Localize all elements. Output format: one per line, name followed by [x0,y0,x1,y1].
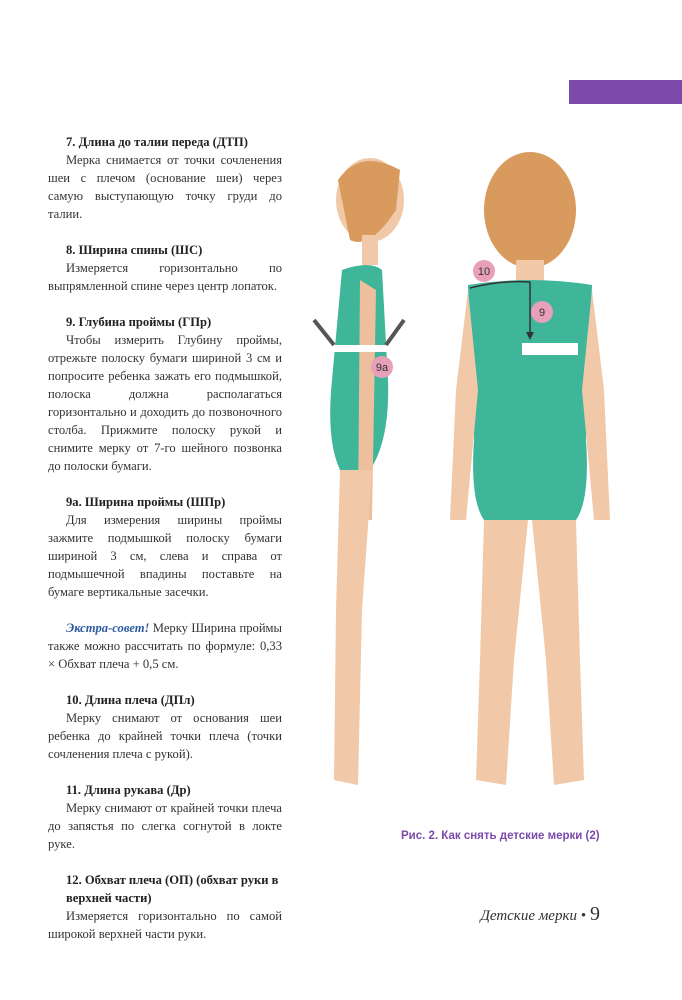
section-heading: 9а. Ширина проймы (ШПр) [66,495,226,509]
measurement-illustration [300,140,630,800]
marker-9a [371,356,393,378]
tip-label: Экстра-совет! [66,621,150,635]
section-11 [48,781,282,853]
section-text: Измеряется горизонтально по самой широкой верхней части руки. [48,909,282,941]
marker-label: 9а [375,362,389,374]
section-text: Чтобы измерить Глубину проймы, отрежьте полоску бумаги шириной 3 см и попросите ребенка зажать его подмышкой, полоска должна располагаться горизонтально и доходить до позвоночного столба. Прижмите полоску рукой и снимите мерку от 7-го шейного позвонка до полоски бумаги. [48,333,282,473]
section-heading: 12. Обхват плеча (ОП) (обхват руки в верхней части) [66,873,279,905]
marker-label: 9 [538,307,546,319]
marker-9 [531,301,553,323]
section-heading: 9. Глубина проймы (ГПр) [66,315,212,329]
side-view-child [314,158,404,785]
section-heading: 10. Длина плеча (ДПл) [66,693,195,707]
section-text: Измеряется горизонтально по выпрямленной спине через центр лопаток. [48,261,282,293]
marker-label: 10 [477,266,491,278]
chapter-tab [569,80,682,104]
section-8 [48,241,282,295]
running-title: Детские мерки [480,908,577,924]
bullet: • [580,908,586,924]
section-text: Мерка снимается от точки сочленения шеи с плечом (основание шеи) через самую выступающую точку груди до талии. [48,153,282,221]
tip-text: Мерку Ширина проймы также можно рассчитать по формуле: 0,33 × Обхват плеча + 0,5 см. [48,621,282,671]
section-heading: 8. Ширина спины (ШС) [66,243,203,257]
marker-10 [473,260,495,282]
figure-caption: Рис. 2. Как снять детские мерки (2) [401,830,600,842]
section-9a [48,493,282,601]
section-heading: 11. Длина рукава (Др) [66,783,191,797]
back-view-child [450,152,610,785]
section-text: Мерку снимают от крайней точки плеча до запястья по слегка согнутой в локте руке. [48,801,282,851]
page-number: 9 [590,903,600,925]
section-7 [48,133,282,223]
section-heading: 7. Длина до талии переда (ДТП) [66,135,248,149]
section-text: Мерку снимают от основания шеи ребенка до крайней точки плеча (точки сочленения плеча с рукой). [48,711,282,761]
extra-tip [48,619,282,673]
section-text: Для измерения ширины проймы зажмите подмышкой полоску бумаги шириной 3 см, слева и справа от подмышечной впадины поставьте на бумаге вертикальные засечки. [48,513,282,599]
section-9 [48,313,282,475]
section-12 [48,871,282,943]
section-10 [48,691,282,763]
text-column [48,133,282,961]
page-footer [480,903,600,926]
